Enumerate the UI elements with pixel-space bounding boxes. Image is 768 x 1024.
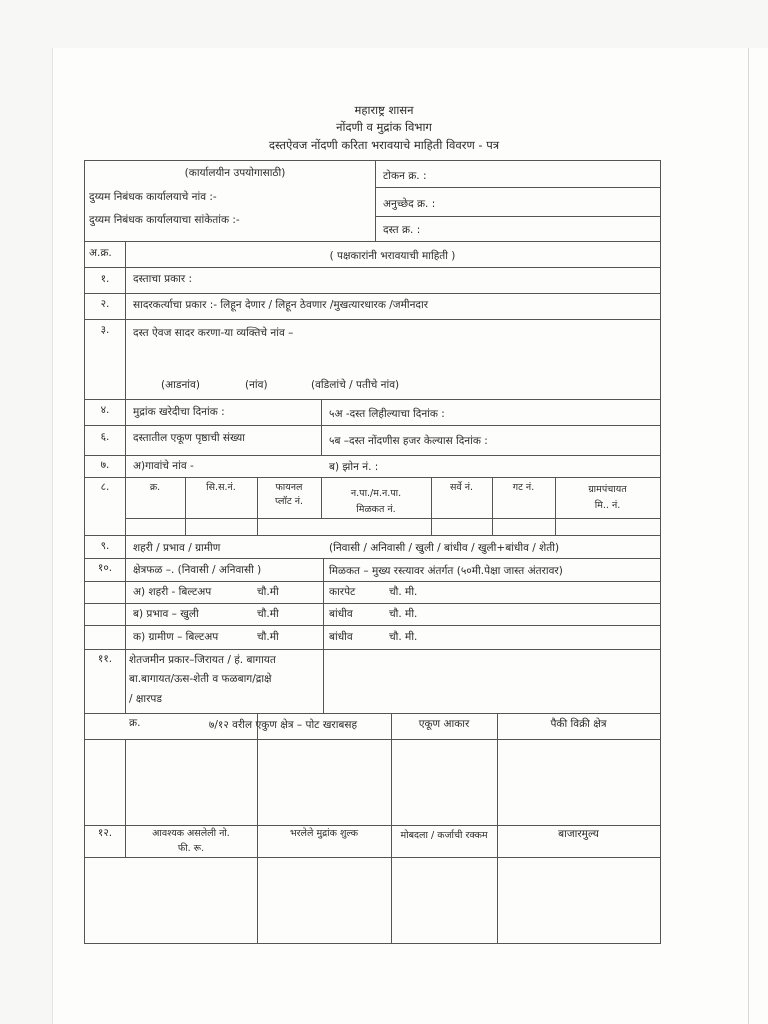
party-info-header: ( पक्षकारांनी भरावयाची माहिती ): [329, 250, 456, 262]
sqm-unit: चौ.मी: [257, 631, 279, 643]
row-number: ६.: [100, 431, 110, 443]
registration-date-field[interactable]: ५ब –दस्त नोंदणीस हजर केल्यास दिनांक :: [329, 435, 488, 447]
col-final-plot-1: फायनल: [275, 482, 303, 493]
col-required-fee-1: आवश्यक असलेली नो.: [152, 828, 230, 839]
row-number: ३.: [100, 324, 110, 336]
father-husband-name-label: (वडिलांचे / पतीचे नांव): [311, 379, 400, 391]
document-written-date-field[interactable]: ५अ -दस्त लिहील्याचा दिनांक :: [329, 408, 445, 420]
rule: [85, 713, 660, 714]
rule: [85, 825, 660, 826]
rule: [125, 518, 660, 519]
sqm-unit: चौ. मी.: [389, 608, 418, 620]
property-location-field[interactable]: मिळकत – मुख्य रस्त्यावर अंतर्गत (५०मी.पेक्षा जास्त अंतरावर): [329, 565, 563, 577]
rule: [323, 649, 324, 713]
col-survey-no: सर्वे नं.: [449, 482, 474, 493]
rule: [85, 857, 660, 858]
col-consideration-amount: मोबदला / कर्जाची रक्कम: [400, 830, 488, 841]
first-name-label: (नांव): [245, 379, 268, 391]
rule: [85, 267, 660, 268]
constructed-label: बांधीव: [329, 631, 353, 643]
paper-edge: [748, 48, 749, 1024]
col-gram-panchayat-1: ग्रामपंचायत: [588, 484, 627, 495]
carpet-label: कारपेट: [329, 586, 356, 598]
sqm-unit: चौ.मी: [257, 608, 279, 620]
rule: [321, 399, 322, 455]
row-number: ९.: [100, 540, 110, 552]
rule: [375, 187, 660, 188]
header-form-title: दस्तऐवज नोंदणी करिता भरावयाचे माहिती विवरण - पत्र: [268, 138, 500, 152]
article-no-field[interactable]: अनुच्छेद क्र. :: [383, 198, 436, 210]
rule: [85, 455, 660, 456]
col-gat-no: गट नं.: [512, 482, 535, 493]
rule: [85, 625, 660, 626]
village-name-field[interactable]: अ)गावांचे नांव -: [133, 460, 194, 472]
urban-rural-field[interactable]: शहरी / प्रभाव / ग्रामीण: [133, 542, 221, 554]
col-total-assessment: एकूण आकार: [418, 718, 470, 730]
rule: [375, 216, 660, 217]
rule: [85, 425, 660, 426]
rural-builtup-label: क) ग्रामीण – बिल्टअप: [133, 631, 219, 643]
row-number: ११.: [97, 653, 113, 665]
col-sr-no: क्र.: [149, 482, 161, 493]
rule: [85, 319, 660, 320]
rule: [85, 649, 660, 650]
col-required-fee-2: फी. रू.: [177, 843, 205, 854]
rule: [85, 399, 660, 400]
rule: [85, 293, 660, 294]
agri-land-type-field[interactable]: शेतजमीन प्रकार–जिरायत / हं. बागायत: [129, 654, 276, 666]
row-number: १२.: [97, 827, 113, 839]
row-number: ७.: [100, 459, 110, 471]
property-use-field[interactable]: (निवासी / अनिवासी / खुली / बांधीव / खुली+बांधीव / शेती): [329, 542, 560, 554]
total-pages-field[interactable]: दस्तातील एकूण पृष्ठाची संख्या: [133, 432, 245, 444]
rule: [85, 477, 660, 478]
zone-no-field[interactable]: ब) झोन नं. :: [329, 461, 379, 473]
area-field[interactable]: क्षेत्रफळ –. (निवासी / अनिवासी ): [133, 564, 262, 576]
influence-open-label: ब) प्रभाव – खुली: [133, 608, 199, 620]
col-sr-no: क्र.: [129, 717, 141, 729]
row-number: १०.: [97, 562, 113, 574]
document-type-field[interactable]: दस्ताचा प्रकार :: [133, 273, 193, 285]
rule: [85, 241, 660, 242]
constructed-label: बांधीव: [329, 608, 353, 620]
col-area-sold: पैकी विक्री क्षेत्र: [550, 718, 607, 730]
col-municipal-property-2: मिळकत नं.: [356, 504, 396, 515]
rule: [85, 581, 660, 582]
rule: [375, 161, 376, 241]
sqm-unit: चौ. मी.: [389, 631, 418, 643]
office-name-field[interactable]: दुय्यम निबंधक कार्यालयाचे नांव :-: [89, 191, 217, 203]
col-market-value: बाजारमुल्य: [558, 828, 599, 840]
registration-form: [84, 160, 661, 944]
stamp-purchase-date-field[interactable]: मुद्रांक खरेदीचा दिनांक :: [133, 406, 225, 418]
urban-builtup-label: अ) शहरी - बिल्टअप: [133, 586, 212, 598]
header-government: महाराष्ट्र शासन: [354, 103, 414, 117]
col-total-area: ७/१२ वरील एकुण क्षेत्र – पोट खराबसह: [208, 719, 358, 731]
row-number: ८.: [100, 481, 110, 493]
rule: [85, 558, 660, 559]
col-gram-panchayat-2: मि.. नं.: [594, 500, 621, 511]
col-stamp-duty-paid: भरलेले मुद्रांक शुल्क: [289, 828, 358, 839]
office-code-field[interactable]: दुय्यम निबंधक कार्यालयाचा सांकेतांक :-: [89, 214, 240, 226]
sr-no-header: अ.क्र.: [89, 247, 112, 259]
rule: [85, 535, 660, 536]
presenter-type-field[interactable]: सादरकर्त्याचा प्रकार :- लिहून देणार / लिहून ठेवणार /मुखत्यारधारक /जमीनदार: [133, 299, 428, 311]
header-department: नोंदणी व मुद्रांक विभाग: [336, 120, 432, 134]
rule: [85, 739, 660, 740]
surname-label: (आडनांव): [161, 379, 200, 391]
agri-land-type-line3: / क्षारपड: [129, 693, 162, 705]
document-no-field[interactable]: दस्त क्र. :: [383, 224, 421, 236]
token-no-field[interactable]: टोकन क्र. :: [383, 170, 427, 182]
row-number: ४.: [100, 404, 110, 416]
sqm-unit: चौ.मी: [257, 586, 279, 598]
rule: [323, 558, 324, 649]
row-number: १.: [100, 273, 110, 285]
rule: [391, 713, 392, 943]
rule: [85, 603, 660, 604]
sqm-unit: चौ. मी.: [389, 586, 418, 598]
office-use-label: (कार्यालयीन उपयोगासाठी): [184, 167, 286, 179]
col-final-plot-2: प्लॉट नं.: [274, 496, 304, 507]
col-municipal-property-1: न.पा./म.न.पा.: [350, 488, 402, 499]
rule: [125, 241, 126, 713]
col-cts-no: सि.स.नं.: [206, 482, 236, 493]
row-number: २.: [100, 298, 110, 310]
presenter-name-field[interactable]: दस्त ऐवज सादर करणा-या व्यक्तिचे नांव –: [133, 327, 294, 339]
agri-land-type-line2: बा.बागायत/ऊस-शेती व फळबाग/द्राक्षे: [129, 673, 272, 685]
